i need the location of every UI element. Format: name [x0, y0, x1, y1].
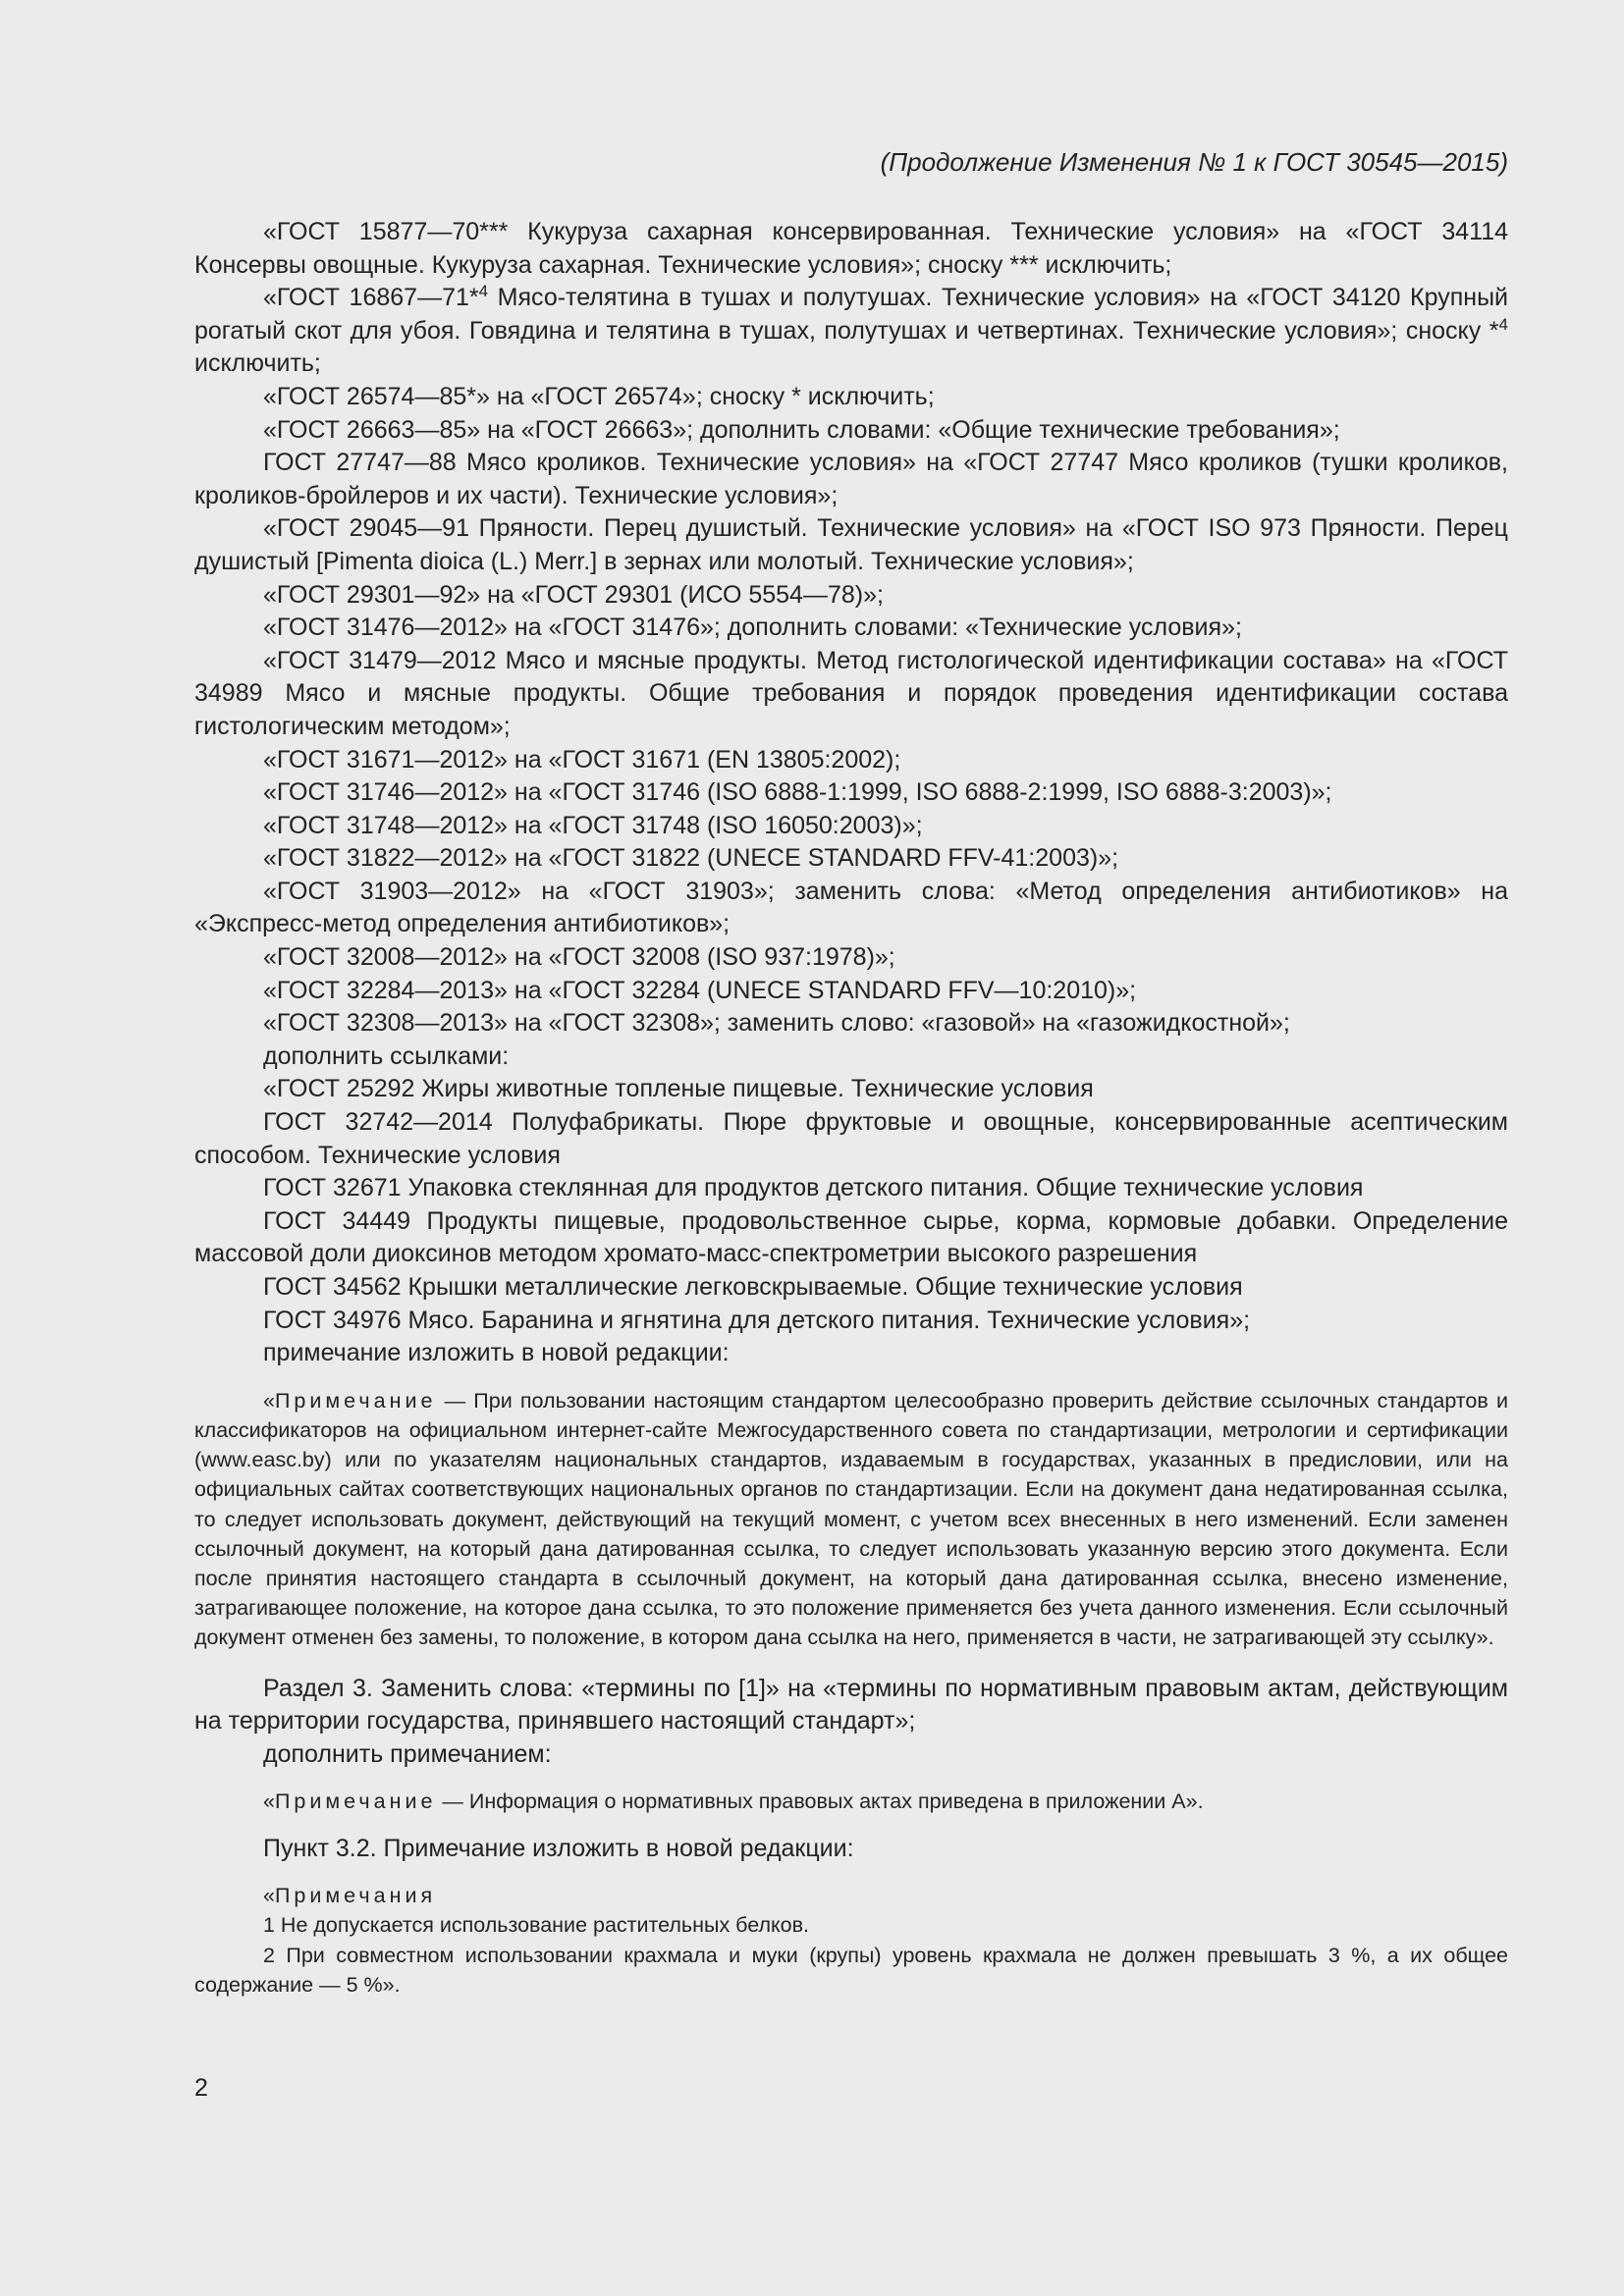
- reference-item-add-refs: дополнить ссылками:: [263, 1041, 510, 1070]
- reference-item-gost29045: «ГОСТ 29045—91 Пряности. Перец душистый. Технические условия» на «ГОСТ ISO 973 Пряности. Перец душистый [Pimenta dioica (L.) Merr.] в зернах или молотый. Технические условия»;: [194, 514, 1508, 575]
- page-header: (Продолжение Изменения № 1 к ГОСТ 30545—2015): [880, 147, 1508, 177]
- section3-add-note: дополнить примечанием:: [263, 1739, 552, 1768]
- reference-item-gost31479: «ГОСТ 31479—2012 Мясо и мясные продукты. Метод гистологической идентификации состава» на «ГОСТ 34989 Мясо и мясные продукты. Общие требования и порядок проведения идентификации состава гистологическим методом»;: [194, 646, 1508, 740]
- reference-item-gost32284: «ГОСТ 32284—2013» на «ГОСТ 32284 (UNECE STANDARD FFV—10:2010)»;: [263, 976, 1137, 1004]
- reference-item-gost31903: «ГОСТ 31903—2012» на «ГОСТ 31903»; заменить слова: «Метод определения антибиотиков» на «Экспресс-метод определения антибиотиков»;: [194, 877, 1508, 938]
- note-general: «Примечание — При пользовании настоящим стандартом целесообразно проверить действие ссылочных стандартов и классификаторов на официальном интернет-сайте Межгосударственного совета по стандартизации, метрологии и сертификации (www.easc.by) или по указателям национальных стандартов, издаваемым в государствах, указанных в предисловии, или на официальных сайтах соответствующих национальных органов по стандартизации. Если на документ дана недатированная ссылка, то следует использовать документ, действующий на текущий момент, с учетом всех внесенных в него изменений. Если заменен ссылочный документ, на который дана датированная ссылка, то следует использовать указанную версию этого документа. Если после принятия настоящего стандарта в ссылочный документ, на который дана датированная ссылка, внесено изменение, затрагивающее положение, на которое дана ссылка, то это положение применяется без учета данного изменения. Если ссылочный документ отменен без замены, то положение, в котором дана ссылка на него, применяется в части, не затрагивающей эту ссылку».: [194, 1388, 1508, 1650]
- reference-item-gost34449: ГОСТ 34449 Продукты пищевые, продовольственное сырье, корма, кормовые добавки. Определение массовой доли диоксинов методом хромато-масс-спектрометрии высокого разрешения: [194, 1206, 1508, 1268]
- reference-list: [194, 216, 1508, 1370]
- reference-item-gost34562: ГОСТ 34562 Крышки металлические легковскрываемые. Общие технические условия: [263, 1273, 1243, 1301]
- reference-item-gost31476: «ГОСТ 31476—2012» на «ГОСТ 31476»; дополнить словами: «Технические условия»;: [263, 614, 1242, 642]
- document-page: [194, 145, 1508, 2000]
- note-label: Примечание: [274, 1789, 437, 1814]
- reference-item-gost25292: «ГОСТ 25292 Жиры животные топленые пищевые. Технические условия: [263, 1075, 1094, 1103]
- reference-item-gost32671: ГОСТ 32671 Упаковка стеклянная для продуктов детского питания. Общие технические условия: [263, 1174, 1364, 1202]
- notes-heading: «Примечания: [263, 1884, 437, 1908]
- note-legal-acts: «Примечание — Информация о нормативных правовых актах приведена в приложении А».: [263, 1789, 1204, 1814]
- notes-label: Примечания: [274, 1884, 437, 1908]
- reference-item-gost31746: «ГОСТ 31746—2012» на «ГОСТ 31746 (ISO 6888-1:1999, ISO 6888-2:1999, ISO 6888-3:2003)»;: [263, 778, 1332, 807]
- point-3-2: Пункт 3.2. Примечание изложить в новой редакции:: [263, 1834, 854, 1862]
- note-label: Примечание: [274, 1388, 437, 1413]
- reference-item-gost31748: «ГОСТ 31748—2012» на «ГОСТ 31748 (ISO 16050:2003)»;: [263, 811, 923, 839]
- notes-item-1: 1 Не допускается использование растительных белков.: [263, 1913, 810, 1938]
- note-text: — Информация о нормативных правовых актах приведена в приложении А».: [436, 1789, 1204, 1814]
- page-number: 2: [194, 2074, 208, 2102]
- reference-item-gost32742: ГОСТ 32742—2014 Полуфабрикаты. Пюре фруктовые и овощные, консервированные асептическим способом. Технические условия: [194, 1108, 1508, 1169]
- notes-item-2: 2 При совместном использовании крахмала и муки (крупы) уровень крахмала не должен превышать 3 %, а их общее содержание — 5 %».: [194, 1943, 1508, 1997]
- reference-item-gost27747: ГОСТ 27747—88 Мясо кроликов. Технические условия» на «ГОСТ 27747 Мясо кроликов (тушки кроликов, кроликов-бройлеров и их части). Технические условия»;: [194, 449, 1508, 509]
- reference-item-gost16867: «ГОСТ 16867—71*$^4$ Мясо-телятина в тушах и полутушах. Технические условия» на «ГОСТ 34120 Крупный рогатый скот для убоя. Говядина и телятина в тушах, полутушах и четвертинах. Технические условия»; сноску *$^4$ исключить;: [194, 282, 1508, 378]
- section3-replace: Раздел 3. Заменить слова: «термины по [1]» на «термины по нормативным правовым актам, действующим на территории государства, принявшего настоящий стандарт»;: [194, 1674, 1508, 1735]
- reference-item-gost26574: «ГОСТ 26574—85*» на «ГОСТ 26574»; сноску * исключить;: [263, 382, 935, 410]
- reference-item-gost32008: «ГОСТ 32008—2012» на «ГОСТ 32008 (ISO 937:1978)»;: [263, 943, 895, 972]
- reference-item-gost29301: «ГОСТ 29301—92» на «ГОСТ 29301 (ИСО 5554—78)»;: [263, 580, 884, 609]
- reference-item-gost31822: «ГОСТ 31822—2012» на «ГОСТ 31822 (UNECE STANDARD FFV-41:2003)»;: [263, 844, 1119, 873]
- reference-item-gost15877: «ГОСТ 15877—70*** Кукуруза сахарная консервированная. Технические условия» на «ГОСТ 34114 Консервы овощные. Кукуруза сахарная. Технические условия»; сноску *** исключить;: [194, 218, 1508, 279]
- reference-item-gost34976: ГОСТ 34976 Мясо. Баранина и ягнятина для детского питания. Технические условия»;: [263, 1306, 1251, 1334]
- reference-item-gost31671: «ГОСТ 31671—2012» на «ГОСТ 31671 (EN 13805:2002);: [263, 745, 901, 774]
- reference-item-gost32308: «ГОСТ 32308—2013» на «ГОСТ 32308»; заменить слово: «газовой» на «газожидкостной»;: [263, 1009, 1290, 1038]
- reference-item-gost26663: «ГОСТ 26663—85» на «ГОСТ 26663»; дополнить словами: «Общие технические требования»;: [263, 415, 1340, 444]
- reference-item-note-new: примечание изложить в новой редакции:: [263, 1339, 730, 1367]
- note-text: — При пользовании настоящим стандартом целесообразно проверить действие ссылочных стандартов и классификаторов на официальном интернет-сайте Межгосударственного совета по стандартизации, метрологии и сертификации (www.easc.by) или по указателям национальных стандартов, издаваемым в государствах, указанных в предисловии, или на официальных сайтах соответствующих национальных органов по стандартизации. Если на документ дана недатированная ссылка, то следует использовать документ, действующий на текущий момент, с учетом всех внесенных в него изменений. Если заменен ссылочный документ, на который дана датированная ссылка, то следует использовать указанную версию этого документа. Если после принятия настоящего стандарта в ссылочный документ, на который дана датированная ссылка, внесено изменение, затрагивающее положение, на которое дана ссылка, то это положение применяется без учета данного изменения. Если ссылочный документ отменен без замены, то положение, в котором дана ссылка на него, применяется в части, не затрагивающей эту ссылку».: [194, 1388, 1508, 1650]
